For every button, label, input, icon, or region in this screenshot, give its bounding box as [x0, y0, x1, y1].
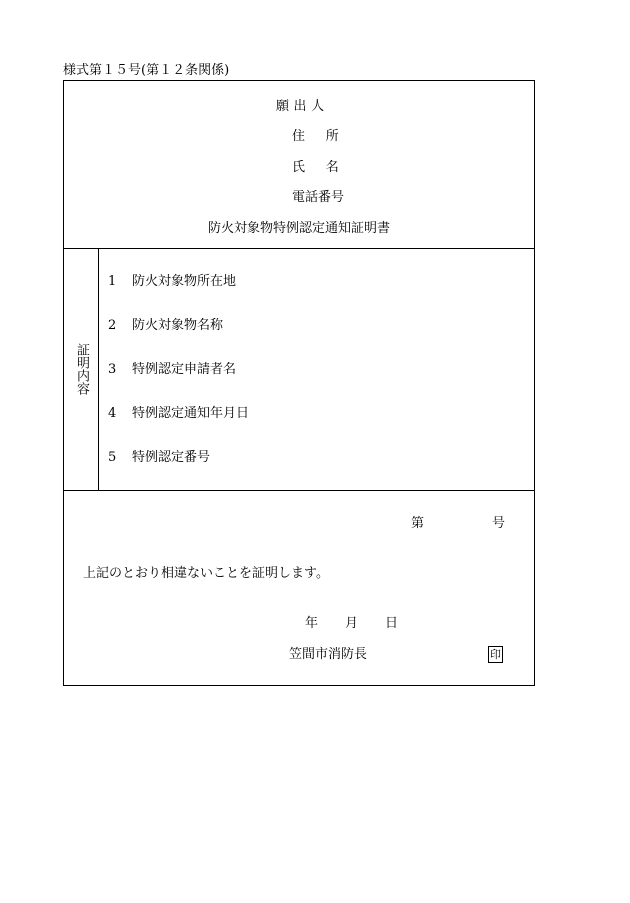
form-number-label: 様式第１５号(第１２条関係)	[63, 63, 230, 78]
certification-item-notice-date	[108, 406, 249, 422]
certificate-number-prefix: 第	[411, 516, 425, 531]
issuer-name: 笠間市消防長	[289, 647, 368, 662]
certificate-form-frame	[63, 80, 535, 686]
date-year-label: 年	[305, 616, 319, 631]
item-label: 特例認定番号	[132, 450, 211, 465]
certification-statement: 上記のとおり相違ないことを証明します。	[83, 566, 329, 581]
date-day-label: 日	[385, 616, 399, 631]
section-divider-bottom	[64, 490, 534, 491]
date-month-label: 月	[345, 616, 359, 631]
name-label: 氏名	[292, 160, 360, 175]
address-label: 住所	[292, 129, 360, 144]
item-number: 1	[108, 274, 117, 289]
item-label: 特例認定申請者名	[132, 362, 237, 377]
side-label-divider	[98, 248, 99, 490]
document-title: 防火対象物特例認定通知証明書	[208, 221, 391, 236]
certification-item-location	[108, 274, 236, 290]
phone-label: 電話番号	[292, 190, 345, 205]
certification-item-name	[108, 318, 223, 334]
item-number: 5	[108, 450, 117, 465]
item-label: 特例認定通知年月日	[132, 406, 250, 421]
item-number: 2	[108, 318, 117, 333]
certification-item-applicant	[108, 362, 236, 378]
section-divider-top	[64, 248, 534, 249]
certification-contents-label: 証明内容	[74, 343, 89, 395]
certificate-number-suffix: 号	[492, 516, 506, 531]
applicant-heading: 願出人	[276, 99, 329, 114]
seal-mark: 印	[490, 648, 501, 661]
item-label: 防火対象物名称	[132, 318, 224, 333]
item-number: 4	[108, 406, 117, 421]
item-label: 防火対象物所在地	[132, 274, 237, 289]
item-number: 3	[108, 362, 117, 377]
certification-item-number	[108, 450, 210, 466]
